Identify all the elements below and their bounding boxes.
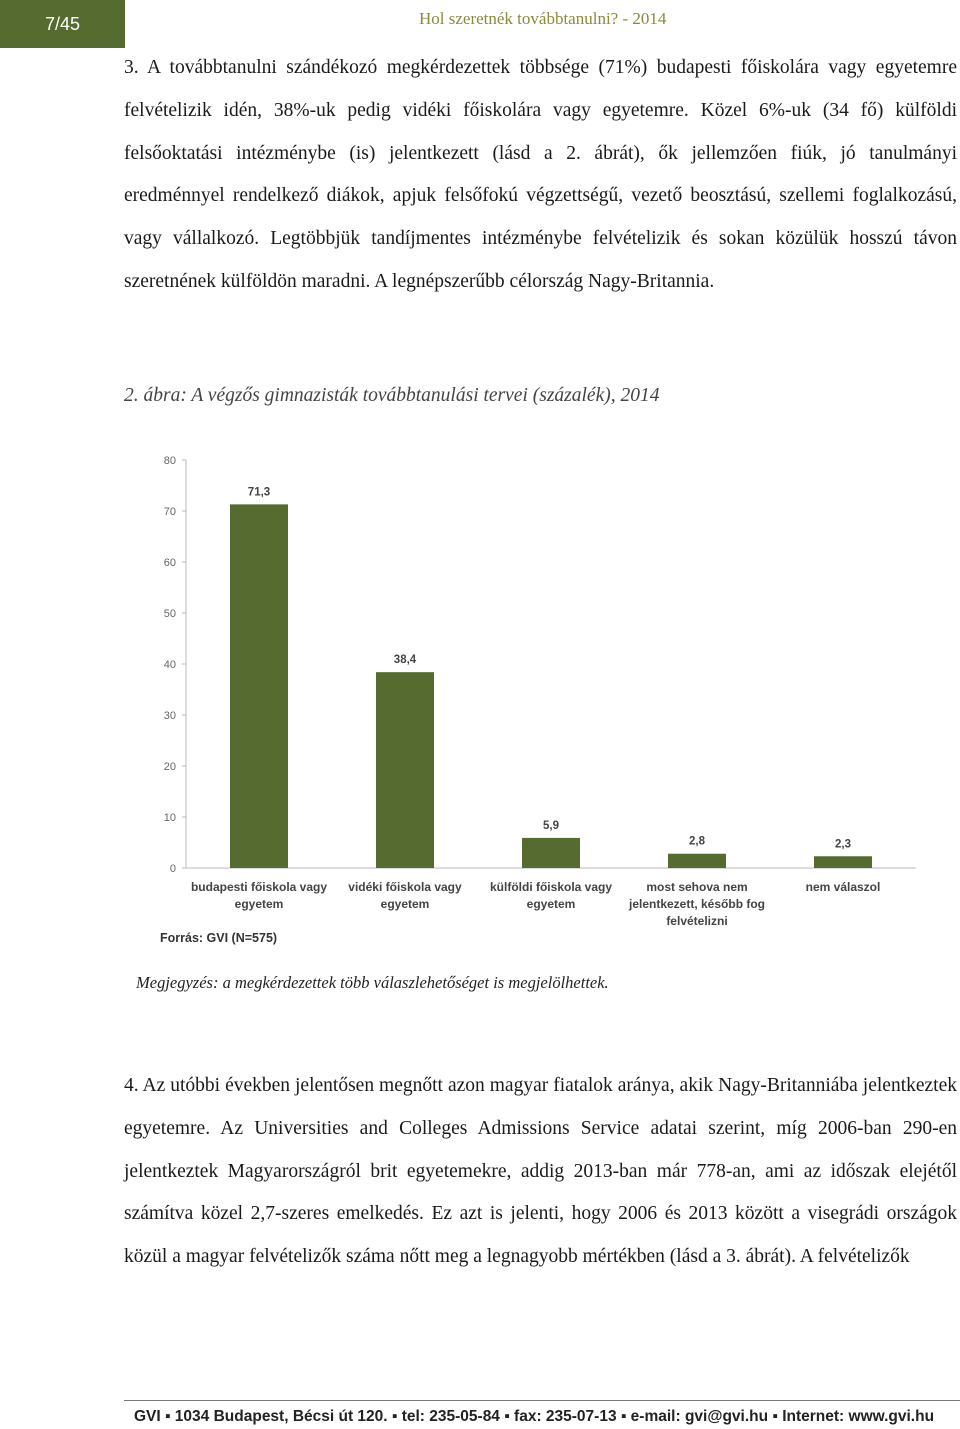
- bar: [522, 838, 580, 868]
- bar-chart: [140, 440, 940, 960]
- bar-value-label: 2,8: [689, 835, 705, 848]
- category-label: vidéki főiskola vagy: [348, 880, 462, 894]
- y-tick-label: 70: [163, 506, 176, 518]
- y-tick-label: 0: [169, 863, 176, 875]
- y-tick-label: 10: [163, 812, 176, 824]
- bar: [376, 672, 434, 868]
- category-label: budapesti főiskola vagy: [190, 880, 328, 894]
- page-number: 7/45: [44, 13, 81, 34]
- bar: [814, 856, 872, 868]
- category-label: külföldi főiskola vagy: [489, 880, 613, 894]
- bar: [668, 854, 726, 868]
- y-tick-label: 30: [163, 710, 176, 722]
- figure-note: Megjegyzés: a megkérdezettek több válaszlehetőséget is megjelölhettek.: [136, 973, 609, 992]
- category-label: egyetem: [526, 897, 576, 911]
- category-label: nem válaszol: [805, 880, 881, 894]
- category-label: jelentkezett, később fog: [628, 897, 766, 911]
- category-label: egyetem: [380, 897, 430, 911]
- bar-value-label: 5,9: [543, 819, 559, 832]
- category-label: egyetem: [234, 897, 284, 911]
- y-tick-label: 20: [163, 761, 176, 773]
- document-title: Hol szeretnék továbbtanulni? - 2014: [419, 9, 667, 28]
- bar-value-label: 38,4: [393, 654, 417, 667]
- figure-caption: 2. ábra: A végzős gimnazisták továbbtanulási tervei (százalék), 2014: [124, 385, 660, 406]
- footer-divider: [124, 1400, 960, 1401]
- chart-source: Forrás: GVI (N=575): [160, 931, 278, 945]
- footer-contact: GVI ▪ 1034 Budapest, Bécsi út 120. ▪ tel: 235-05-84 ▪ fax: 235-07-13 ▪ e-mail: gvi@gvi.hu ▪ Internet: www.gvi.hu: [134, 1408, 935, 1425]
- bar: [230, 504, 288, 868]
- category-label: most sehova nem: [646, 880, 748, 894]
- y-tick-label: 60: [163, 557, 176, 569]
- paragraph-3: 3. A továbbtanulni szándékozó megkérdezettek többsége (71%) budapesti főiskolára vagy egyetemre felvételizik idén, 38%-uk pedig vidéki főiskolára vagy egyetemre. Közel 6%-uk (34 fő) külföldi felsőoktatási intézménybe (is) jelentkezett (lásd a 2. ábrát), ők jellemzően fiúk, jó tanulmányi eredménnyel rendelkező diákok, apjuk felsőfokú végzettségű, vezető beosztású, szellemi foglalkozású, vagy vállalkozó. Legtöbbjük tandíjmentes intézménybe felvételizik és sokan közülük hosszú távon szeretnének külföldön maradni. A legnépszerűbb célország Nagy-Britannia.: [124, 57, 957, 292]
- y-tick-label: 40: [163, 659, 176, 671]
- bar-value-label: 71,3: [247, 486, 271, 499]
- y-tick-label: 50: [163, 608, 176, 620]
- page-number-badge: [0, 0, 125, 48]
- paragraph-4: 4. Az utóbbi években jelentősen megnőtt azon magyar fiatalok aránya, akik Nagy-Britanniába jelentkeztek egyetemre. Az Universities and Colleges Admissions Service adatai szerint, míg 2006-ban 290-en jelentkeztek Magyarországról brit egyetemekre, addig 2013-ban már 778-an, ami az időszak elejétől számítva közel 2,7-szeres emelkedés. Ez azt is jelenti, hogy 2006 és 2013 között a visegrádi országok közül a magyar felvételizők száma nőtt meg a legnagyobb mértékben (lásd a 3. ábrát). A felvételizők: [124, 1075, 957, 1268]
- y-tick-label: 80: [163, 455, 176, 467]
- category-label: felvételizni: [666, 914, 728, 928]
- bar-value-label: 2,3: [835, 838, 851, 851]
